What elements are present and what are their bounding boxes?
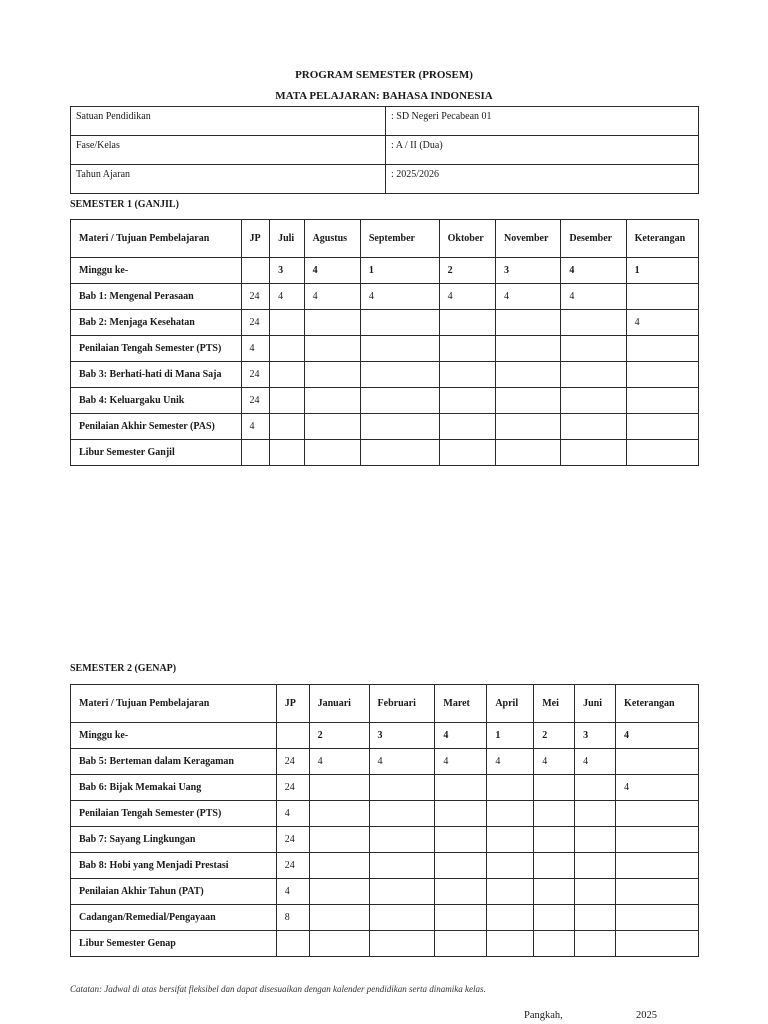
- table-cell: 4: [616, 775, 699, 801]
- column-header: April: [487, 685, 534, 723]
- table-cell: [534, 853, 575, 879]
- table-cell: [309, 853, 369, 879]
- table-cell: [369, 827, 435, 853]
- table-cell: [360, 440, 439, 466]
- table-cell: [369, 879, 435, 905]
- table-cell: 4: [304, 284, 360, 310]
- column-header: Juni: [575, 685, 616, 723]
- table-cell: 4: [575, 749, 616, 775]
- table-row: [71, 388, 699, 414]
- table-cell: [369, 853, 435, 879]
- table-cell: [534, 801, 575, 827]
- table-cell: [496, 310, 561, 336]
- column-header: JP: [276, 685, 309, 723]
- table-cell: [439, 388, 495, 414]
- table-cell: [304, 362, 360, 388]
- row-label: Penilaian Akhir Tahun (PAT): [71, 879, 277, 905]
- table-cell: [561, 440, 626, 466]
- row-label: Penilaian Akhir Semester (PAS): [71, 414, 242, 440]
- table-cell: [616, 827, 699, 853]
- semester-2-heading: SEMESTER 2 (GENAP): [70, 663, 177, 674]
- table-cell: [561, 414, 626, 440]
- table-cell: [276, 931, 309, 957]
- table-cell: 3: [270, 258, 304, 284]
- table-cell: 4: [270, 284, 304, 310]
- table-cell: [616, 931, 699, 957]
- table-cell: [439, 336, 495, 362]
- table-cell: 24: [241, 362, 270, 388]
- table-cell: [270, 310, 304, 336]
- table-cell: [496, 414, 561, 440]
- table-cell: [575, 827, 616, 853]
- table-cell: [360, 414, 439, 440]
- row-label: Bab 2: Menjaga Kesehatan: [71, 310, 242, 336]
- table-cell: 4: [276, 801, 309, 827]
- table-cell: 4: [309, 749, 369, 775]
- table-cell: [304, 414, 360, 440]
- table-cell: [561, 388, 626, 414]
- row-label: Bab 4: Keluargaku Unik: [71, 388, 242, 414]
- table-row: [71, 440, 699, 466]
- table-cell: [304, 440, 360, 466]
- row-label: Penilaian Tengah Semester (PTS): [71, 801, 277, 827]
- table-cell: 1: [626, 258, 698, 284]
- table-row: [71, 931, 699, 957]
- table-cell: [309, 801, 369, 827]
- table-cell: [309, 931, 369, 957]
- table-cell: [626, 440, 698, 466]
- table-cell: [616, 879, 699, 905]
- table-cell: 24: [241, 388, 270, 414]
- table-cell: 4: [561, 258, 626, 284]
- row-label: Bab 5: Berteman dalam Keragaman: [71, 749, 277, 775]
- table-cell: [616, 801, 699, 827]
- row-label: Bab 7: Sayang Lingkungan: [71, 827, 277, 853]
- table-cell: [270, 388, 304, 414]
- table-cell: [626, 362, 698, 388]
- table-cell: [241, 440, 270, 466]
- table-cell: [487, 801, 534, 827]
- signature-year: 2025: [636, 1010, 657, 1021]
- row-label: Minggu ke-: [71, 258, 242, 284]
- table-cell: [276, 723, 309, 749]
- table-row: [71, 801, 699, 827]
- table-header-row: [71, 685, 699, 723]
- footnote: Catatan: Jadwal di atas bersifat fleksibel dan dapat disesuaikan dengan kalender pendidikan serta dinamika kelas.: [70, 984, 486, 994]
- column-header: JP: [241, 220, 270, 258]
- semester-1-heading: SEMESTER 1 (GANJIL): [70, 199, 179, 210]
- table-cell: 4: [435, 723, 487, 749]
- row-label: Bab 3: Berhati-hati di Mana Saja: [71, 362, 242, 388]
- table-cell: 8: [276, 905, 309, 931]
- table-cell: [534, 905, 575, 931]
- table-row: [71, 879, 699, 905]
- column-header: Keterangan: [626, 220, 698, 258]
- row-label: Penilaian Tengah Semester (PTS): [71, 336, 242, 362]
- document-subtitle: MATA PELAJARAN: BAHASA INDONESIA: [275, 90, 493, 102]
- table-cell: 4: [439, 284, 495, 310]
- table-cell: 4: [360, 284, 439, 310]
- table-cell: 24: [241, 284, 270, 310]
- table-cell: [270, 336, 304, 362]
- table-cell: [534, 931, 575, 957]
- column-header: Maret: [435, 685, 487, 723]
- row-label: Minggu ke-: [71, 723, 277, 749]
- table-row: [71, 775, 699, 801]
- table-cell: [534, 879, 575, 905]
- column-header: September: [360, 220, 439, 258]
- table-cell: 4: [616, 723, 699, 749]
- table-row: [71, 284, 699, 310]
- table-cell: [487, 879, 534, 905]
- table-cell: 4: [241, 336, 270, 362]
- info-label: Tahun Ajaran: [71, 165, 386, 194]
- table-cell: [439, 414, 495, 440]
- info-value: : A / II (Dua): [386, 136, 699, 165]
- info-label: Fase/Kelas: [71, 136, 386, 165]
- table-cell: 4: [435, 749, 487, 775]
- table-cell: [369, 931, 435, 957]
- table-cell: [575, 931, 616, 957]
- column-header: Februari: [369, 685, 435, 723]
- table-cell: [309, 827, 369, 853]
- table-row: [71, 853, 699, 879]
- table-cell: 4: [241, 414, 270, 440]
- table-header-row: [71, 220, 699, 258]
- table-cell: 1: [360, 258, 439, 284]
- table-cell: [241, 258, 270, 284]
- row-label: Cadangan/Remedial/Pengayaan: [71, 905, 277, 931]
- table-cell: [270, 440, 304, 466]
- row-label: Libur Semester Ganjil: [71, 440, 242, 466]
- table-cell: [309, 905, 369, 931]
- table-cell: [304, 388, 360, 414]
- table-cell: 4: [304, 258, 360, 284]
- signature-place: Pangkah,: [524, 1010, 563, 1021]
- column-header: Juli: [270, 220, 304, 258]
- table-row: [71, 749, 699, 775]
- table-cell: 2: [309, 723, 369, 749]
- table-cell: [561, 362, 626, 388]
- table-cell: [435, 775, 487, 801]
- table-row: [71, 827, 699, 853]
- column-header: Materi / Tujuan Pembelajaran: [71, 685, 277, 723]
- table-cell: [360, 388, 439, 414]
- table-cell: 4: [496, 284, 561, 310]
- table-cell: [369, 801, 435, 827]
- table-cell: [270, 362, 304, 388]
- table-cell: [439, 310, 495, 336]
- table-cell: 4: [369, 749, 435, 775]
- table-cell: 4: [626, 310, 698, 336]
- table-cell: [561, 310, 626, 336]
- table-cell: [487, 905, 534, 931]
- table-cell: [626, 336, 698, 362]
- table-cell: [487, 827, 534, 853]
- table-cell: 2: [534, 723, 575, 749]
- table-cell: [309, 879, 369, 905]
- table-cell: [626, 388, 698, 414]
- document-title: PROGRAM SEMESTER (PROSEM): [295, 69, 473, 81]
- table-cell: 3: [575, 723, 616, 749]
- table-cell: [439, 362, 495, 388]
- table-cell: [575, 775, 616, 801]
- table-cell: [304, 310, 360, 336]
- semester-1-table: [70, 219, 699, 466]
- table-cell: [435, 879, 487, 905]
- table-cell: [360, 362, 439, 388]
- table-cell: [360, 310, 439, 336]
- table-cell: 3: [496, 258, 561, 284]
- column-header: Keterangan: [616, 685, 699, 723]
- table-cell: [487, 775, 534, 801]
- table-cell: [487, 931, 534, 957]
- table-cell: 1: [487, 723, 534, 749]
- info-label: Satuan Pendidikan: [71, 107, 386, 136]
- table-row: [71, 362, 699, 388]
- table-cell: [575, 905, 616, 931]
- column-header: November: [496, 220, 561, 258]
- table-cell: 24: [276, 853, 309, 879]
- table-cell: [496, 388, 561, 414]
- table-cell: 24: [276, 775, 309, 801]
- table-cell: [439, 440, 495, 466]
- info-row: [71, 165, 699, 194]
- table-cell: [626, 284, 698, 310]
- table-cell: [435, 801, 487, 827]
- table-row: [71, 336, 699, 362]
- column-header: Januari: [309, 685, 369, 723]
- row-label: Libur Semester Genap: [71, 931, 277, 957]
- table-cell: 4: [534, 749, 575, 775]
- column-header: Materi / Tujuan Pembelajaran: [71, 220, 242, 258]
- table-row: [71, 258, 699, 284]
- table-cell: [435, 827, 487, 853]
- table-cell: [435, 931, 487, 957]
- info-value: : 2025/2026: [386, 165, 699, 194]
- table-row: [71, 310, 699, 336]
- row-label: Bab 1: Mengenal Perasaan: [71, 284, 242, 310]
- table-cell: [487, 853, 534, 879]
- row-label: Bab 8: Hobi yang Menjadi Prestasi: [71, 853, 277, 879]
- table-cell: [435, 905, 487, 931]
- table-cell: [561, 336, 626, 362]
- table-cell: [575, 879, 616, 905]
- column-header: Oktober: [439, 220, 495, 258]
- table-cell: [575, 853, 616, 879]
- table-cell: [309, 775, 369, 801]
- table-cell: 3: [369, 723, 435, 749]
- table-cell: 4: [561, 284, 626, 310]
- table-cell: 4: [276, 879, 309, 905]
- column-header: Mei: [534, 685, 575, 723]
- table-cell: [575, 801, 616, 827]
- table-cell: [435, 853, 487, 879]
- table-row: [71, 723, 699, 749]
- table-cell: [369, 905, 435, 931]
- semester-2-table: [70, 684, 699, 957]
- table-cell: [496, 336, 561, 362]
- table-row: [71, 414, 699, 440]
- table-row: [71, 905, 699, 931]
- table-cell: 4: [487, 749, 534, 775]
- table-cell: 24: [276, 749, 309, 775]
- identity-table: [70, 106, 699, 194]
- table-cell: [496, 440, 561, 466]
- column-header: Agustus: [304, 220, 360, 258]
- table-cell: [534, 775, 575, 801]
- table-cell: [626, 414, 698, 440]
- info-value: : SD Negeri Pecabean 01: [386, 107, 699, 136]
- table-cell: [304, 336, 360, 362]
- table-cell: [616, 905, 699, 931]
- table-cell: [270, 414, 304, 440]
- table-cell: 2: [439, 258, 495, 284]
- table-cell: 24: [276, 827, 309, 853]
- column-header: Desember: [561, 220, 626, 258]
- table-cell: [534, 827, 575, 853]
- table-cell: 24: [241, 310, 270, 336]
- table-cell: [369, 775, 435, 801]
- table-cell: [616, 853, 699, 879]
- info-row: [71, 107, 699, 136]
- table-cell: [360, 336, 439, 362]
- table-cell: [616, 749, 699, 775]
- row-label: Bab 6: Bijak Memakai Uang: [71, 775, 277, 801]
- info-row: [71, 136, 699, 165]
- table-cell: [496, 362, 561, 388]
